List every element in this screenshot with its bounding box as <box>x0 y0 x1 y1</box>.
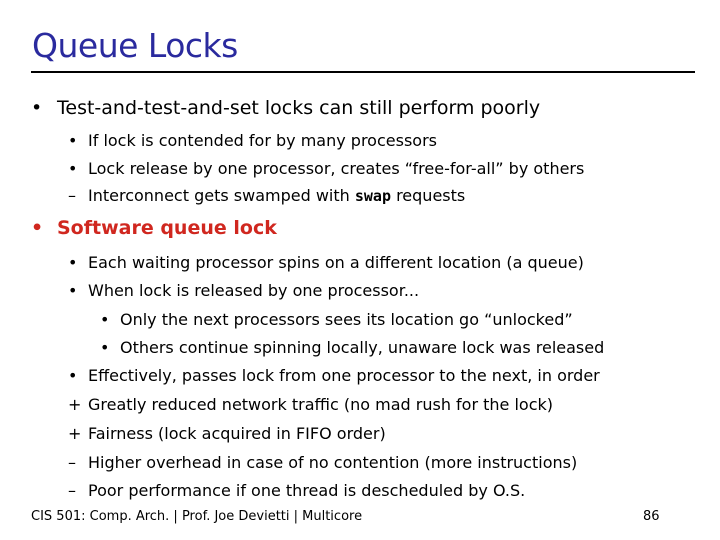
bullet-level2 <box>68 186 465 205</box>
dash-marker: – <box>68 186 76 205</box>
bullet-level2 <box>68 281 419 300</box>
bullet-text: Each waiting processor spins on a different location (a queue) <box>88 253 584 272</box>
bullet-level1 <box>31 97 540 119</box>
plus-marker: + <box>68 395 82 414</box>
bullet-text: Interconnect gets swamped with <box>88 186 355 205</box>
bullet-level3 <box>100 310 573 329</box>
bullet-level2 <box>68 366 600 385</box>
bullet-text-tail: requests <box>390 186 466 205</box>
bullet-marker: • <box>68 253 78 272</box>
bullet-level1-highlight <box>31 217 277 239</box>
bullet-marker: • <box>31 217 44 239</box>
title-divider <box>31 71 695 73</box>
bullet-text: Effectively, passes lock from one processor to the next, in order <box>88 366 600 385</box>
bullet-level2 <box>68 253 584 272</box>
bullet-marker: • <box>31 97 43 119</box>
bullet-text: Greatly reduced network traffic (no mad rush for the lock) <box>88 395 554 414</box>
bullet-text: Poor performance if one thread is descheduled by O.S. <box>88 481 526 500</box>
bullet-marker: • <box>68 131 78 150</box>
bullet-text: If lock is contended for by many processors <box>88 131 437 150</box>
dash-marker: – <box>68 453 76 472</box>
bullet-text: Fairness (lock acquired in FIFO order) <box>88 424 386 443</box>
bullet-level2 <box>68 395 553 414</box>
bullet-text: Test-and-test-and-set locks can still perform poorly <box>57 97 541 119</box>
bullet-marker: • <box>68 366 78 385</box>
slide-footer: CIS 501: Comp. Arch. | Prof. Joe Devietti | Multicore <box>31 509 363 524</box>
bullet-level2 <box>68 481 525 500</box>
page-number: 86 <box>643 509 660 524</box>
bullet-level2 <box>68 159 584 178</box>
bullet-level3 <box>100 338 604 357</box>
bullet-marker: • <box>100 310 110 329</box>
bullet-text: Others continue spinning locally, unaware lock was released <box>120 338 605 357</box>
bullet-text: Higher overhead in case of no contention (more instructions) <box>88 453 578 472</box>
bullet-level2 <box>68 131 437 150</box>
bullet-text: Only the next processors sees its location go “unlocked” <box>120 310 573 329</box>
plus-marker: + <box>68 424 82 443</box>
bullet-level2 <box>68 424 386 443</box>
slide-title: Queue Locks <box>32 26 238 65</box>
bullet-text: When lock is released by one processor... <box>88 281 420 300</box>
bullet-marker: • <box>68 159 78 178</box>
bullet-marker: • <box>68 281 78 300</box>
bullet-level2 <box>68 453 577 472</box>
section-heading: Software queue lock <box>57 217 277 239</box>
bullet-text: Lock release by one processor, creates “free-for-all” by others <box>88 159 585 178</box>
dash-marker: – <box>68 481 76 500</box>
code-swap: swap <box>354 187 391 205</box>
bullet-marker: • <box>100 338 110 357</box>
